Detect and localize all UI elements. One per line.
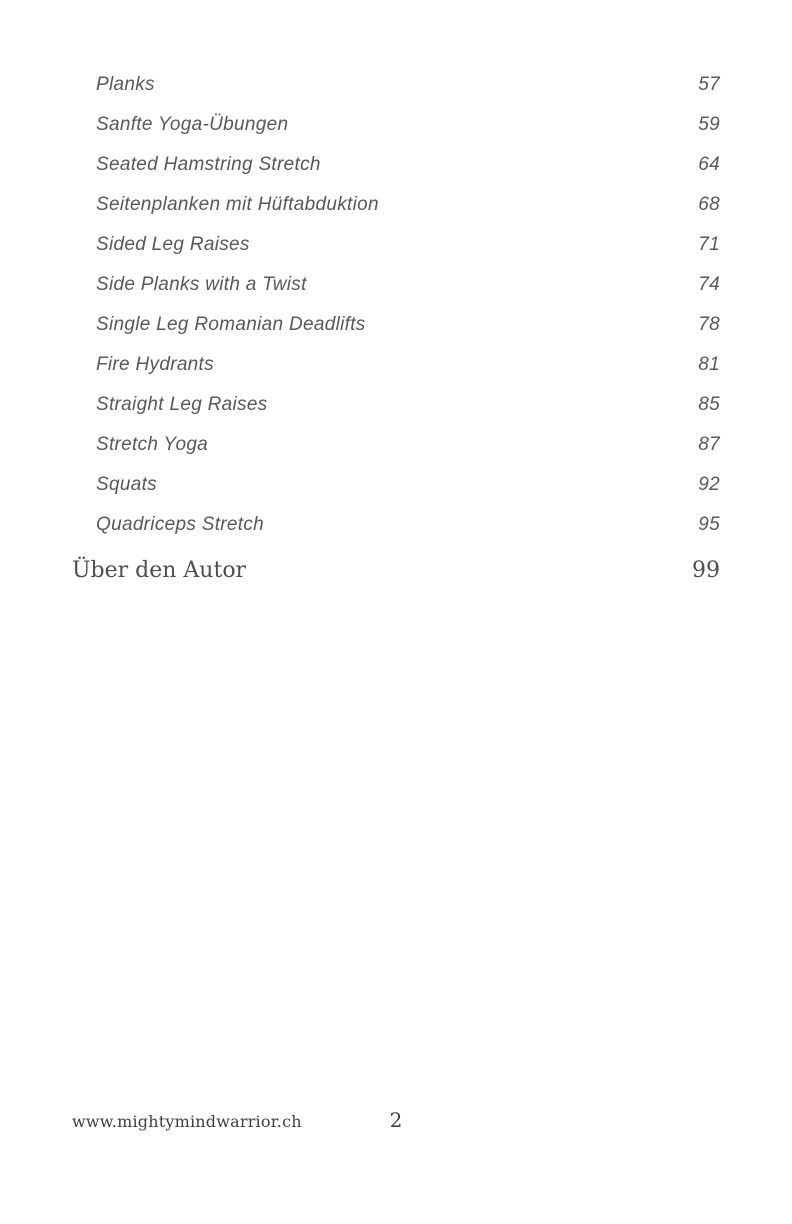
website-url: www.mightymindwarrior.ch xyxy=(72,1112,302,1131)
toc-entry xyxy=(72,345,720,385)
toc-entry-label: Planks xyxy=(96,74,155,95)
toc-entry-page: 95 xyxy=(698,514,720,535)
toc-section-page: 99 xyxy=(692,558,720,583)
toc-section-label: Über den Autor xyxy=(72,558,247,583)
table-of-contents xyxy=(72,65,720,597)
toc-entry-page: 81 xyxy=(698,354,720,375)
toc-entry-label: Seated Hamstring Stretch xyxy=(96,154,321,175)
toc-entry-page: 64 xyxy=(698,154,720,175)
toc-entry xyxy=(72,385,720,425)
toc-entry-page: 85 xyxy=(698,394,720,415)
toc-entry-page: 92 xyxy=(698,474,720,495)
toc-entry-label: Seitenplanken mit Hüftabduktion xyxy=(96,194,379,215)
toc-entry xyxy=(72,265,720,305)
toc-section-about-author xyxy=(72,545,720,597)
toc-entry-label: Straight Leg Raises xyxy=(96,394,268,415)
toc-entry-label: Single Leg Romanian Deadlifts xyxy=(96,314,366,335)
toc-entry xyxy=(72,145,720,185)
toc-entry-page: 68 xyxy=(698,194,720,215)
toc-entry-page: 78 xyxy=(698,314,720,335)
toc-entry xyxy=(72,225,720,265)
toc-entry xyxy=(72,305,720,345)
toc-entry-page: 59 xyxy=(698,114,720,135)
page-number: 2 xyxy=(389,1108,403,1132)
toc-entry-label: Sanfte Yoga-Übungen xyxy=(96,114,289,135)
toc-entry-label: Sided Leg Raises xyxy=(96,234,250,255)
toc-entry-page: 71 xyxy=(698,234,720,255)
toc-entry-page: 57 xyxy=(698,74,720,95)
toc-entry xyxy=(72,505,720,545)
toc-entry-page: 74 xyxy=(698,274,720,295)
toc-entry-label: Side Planks with a Twist xyxy=(96,274,307,295)
toc-entry xyxy=(72,185,720,225)
toc-entry-page: 87 xyxy=(698,434,720,455)
page-footer xyxy=(72,1108,720,1138)
toc-entry xyxy=(72,105,720,145)
toc-entry-label: Squats xyxy=(96,474,157,495)
toc-entry-label: Fire Hydrants xyxy=(96,354,214,375)
toc-entry xyxy=(72,65,720,105)
toc-entry-label: Quadriceps Stretch xyxy=(96,514,265,535)
toc-entry-label: Stretch Yoga xyxy=(96,434,209,455)
toc-entry xyxy=(72,465,720,505)
toc-entry xyxy=(72,425,720,465)
